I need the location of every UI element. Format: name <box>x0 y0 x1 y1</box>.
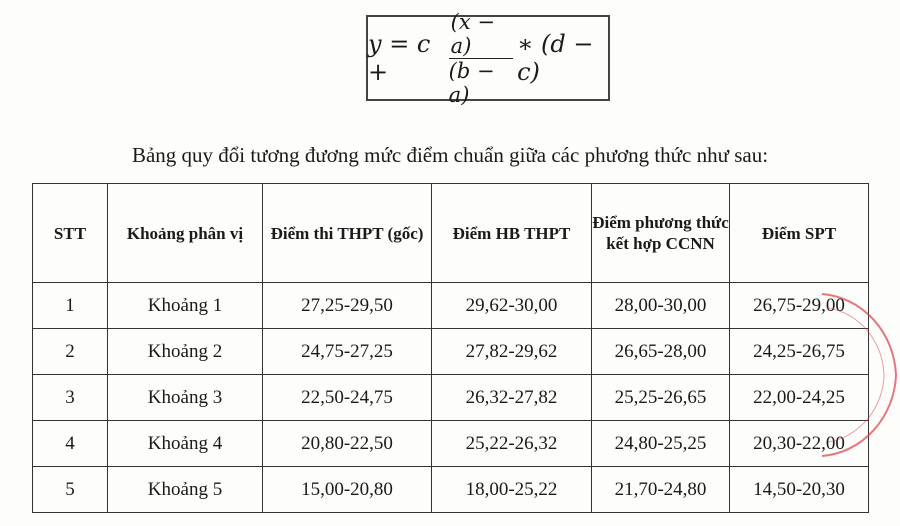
formula-lhs: y = c + <box>368 30 431 86</box>
formula-numerator: (x − a) <box>449 10 513 59</box>
table-row <box>33 283 869 329</box>
header-ccnn: Điểm phương thức kết hợp CCNN <box>592 184 730 283</box>
table-cell: Khoảng 2 <box>108 329 263 375</box>
table-cell: Khoảng 5 <box>108 467 263 513</box>
table-cell: Khoảng 4 <box>108 421 263 467</box>
table-cell: 20,30-22,00 <box>730 421 869 467</box>
table-cell: 29,62-30,00 <box>432 283 592 329</box>
table-cell: 5 <box>33 467 108 513</box>
table-cell: 1 <box>33 283 108 329</box>
table-cell: 28,00-30,00 <box>592 283 730 329</box>
header-stt: STT <box>33 184 108 283</box>
table-cell: 2 <box>33 329 108 375</box>
table-cell: 27,25-29,50 <box>263 283 432 329</box>
header-spt: Điểm SPT <box>730 184 869 283</box>
table-cell: 26,65-28,00 <box>592 329 730 375</box>
table-cell: 24,25-26,75 <box>730 329 869 375</box>
table-cell: 26,32-27,82 <box>432 375 592 421</box>
header-range: Khoảng phân vị <box>108 184 263 283</box>
formula-rhs: ∗ (d − c) <box>517 30 594 86</box>
table-cell: 24,80-25,25 <box>592 421 730 467</box>
table-cell: Khoảng 1 <box>108 283 263 329</box>
header-hb: Điểm HB THPT <box>432 184 592 283</box>
table-caption: Bảng quy đổi tương đương mức điểm chuẩn giữa các phương thức như sau: <box>131 143 769 167</box>
table-cell: 24,75-27,25 <box>263 329 432 375</box>
table-cell: 25,25-26,65 <box>592 375 730 421</box>
header-thpt: Điểm thi THPT (gốc) <box>263 184 432 283</box>
table-row <box>33 329 869 375</box>
table-cell: 27,82-29,62 <box>432 329 592 375</box>
table-row <box>33 467 869 513</box>
table-cell: 20,80-22,50 <box>263 421 432 467</box>
conversion-table <box>32 183 869 513</box>
table-header-row <box>33 184 869 283</box>
table-cell: 3 <box>33 375 108 421</box>
formula-denominator: (b − a) <box>448 58 495 107</box>
table-cell: 22,50-24,75 <box>263 375 432 421</box>
table-cell: 22,00-24,25 <box>730 375 869 421</box>
table-cell: 25,22-26,32 <box>432 421 592 467</box>
formula-fraction <box>449 10 513 107</box>
table-cell: 15,00-20,80 <box>263 467 432 513</box>
formula-box <box>366 9 610 107</box>
table-row <box>33 375 869 421</box>
table-cell: 14,50-20,30 <box>730 467 869 513</box>
table-row <box>33 421 869 467</box>
table-cell: Khoảng 3 <box>108 375 263 421</box>
table-cell: 21,70-24,80 <box>592 467 730 513</box>
table-cell: 18,00-25,22 <box>432 467 592 513</box>
table-cell: 4 <box>33 421 108 467</box>
table-cell: 26,75-29,00 <box>730 283 869 329</box>
